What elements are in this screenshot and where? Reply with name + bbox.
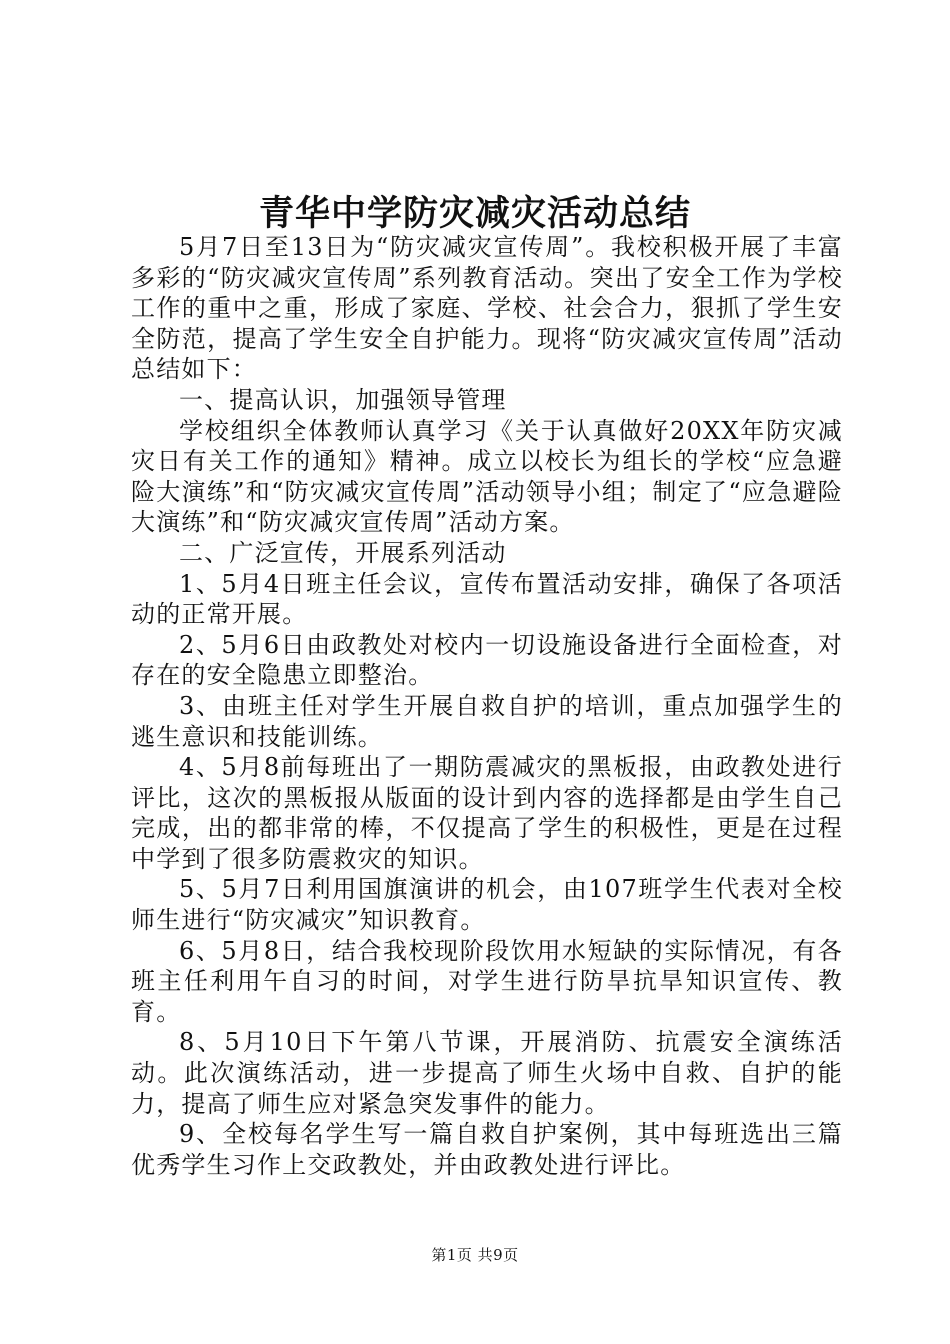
list-item-4: 4、5月8前每班出了一期防震减灾的黑板报，由政教处进行评比，这次的黑板报从版面的设计到内容的选择都是由学生自己完成，出的都非常的棒，不仅提高了学生的积极性，更是在过程中学到了很多防震救灾的知识。 <box>131 753 843 873</box>
paragraph-intro: 5月7日至13日为“防灾减灾宣传周”。我校积极开展了丰富多彩的“防灾减灾宣传周”系列教育活动。突出了安全工作为学校工作的重中之重，形成了家庭、学校、社会合力，狠抓了学生安全防范，提高了学生安全自护能力。现将“防灾减灾宣传周”活动总结如下： <box>131 233 843 384</box>
list-item-2: 2、5月6日由政教处对校内一切设施设备进行全面检查，对存在的安全隐患立即整治。 <box>131 630 843 690</box>
document-title: 青华中学防灾减灾活动总结 <box>258 193 691 234</box>
paragraph-section-1: 学校组织全体教师认真学习《关于认真做好20XX年防灾减灾日有关工作的通知》精神。成立以校长为组长的学校“应急避险大演练”和“防灾减灾宣传周”活动领导小组；制定了“应急避险大演练”和“防灾减灾宣传周”活动方案。 <box>131 416 843 537</box>
list-item-1: 1、5月4日班主任会议，宣传布置活动安排，确保了各项活动的正常开展。 <box>131 569 843 629</box>
list-item-5: 5、5月7日利用国旗演讲的机会，由107班学生代表对全校师生进行“防灾减灾”知识教育。 <box>131 875 843 935</box>
list-item-6: 6、5月8日，结合我校现阶段饮用水短缺的实际情况，有各班主任利用午自习的时间，对学生进行防旱抗旱知识宣传、教育。 <box>131 936 843 1026</box>
list-item-9: 9、全校每名学生写一篇自救自护案例，其中每班选出三篇优秀学生习作上交政教处，并由政教处进行评比。 <box>131 1120 843 1179</box>
list-item-3: 3、由班主任对学生开展自救自护的培训，重点加强学生的逃生意识和技能训练。 <box>131 691 843 751</box>
list-item-8: 8、5月10日下午第八节课，开展消防、抗震安全演练活动。此次演练活动，进一步提高了师生火场中自救、自护的能力，提高了师生应对紧急突发事件的能力。 <box>131 1028 843 1118</box>
section-heading-2: 二、广泛宣传，开展系列活动 <box>179 538 507 567</box>
document-body <box>131 232 843 1180</box>
page-footer: 第1页 共9页 <box>431 1246 519 1264</box>
section-heading-1: 一、提高认识，加强领导管理 <box>179 385 507 414</box>
